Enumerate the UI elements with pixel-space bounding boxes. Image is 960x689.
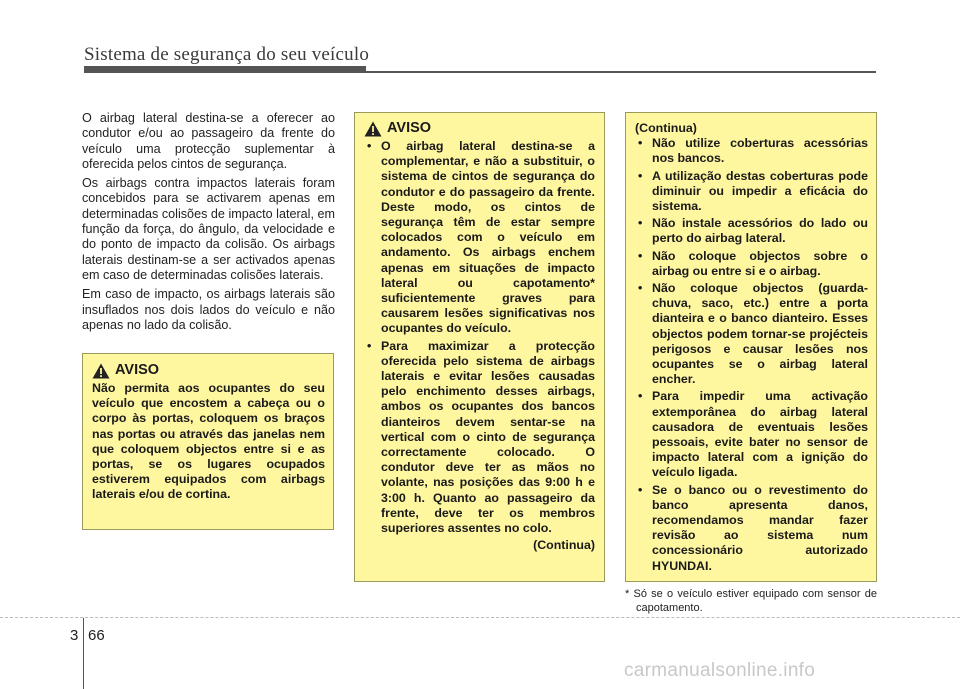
warning-text: Não permita aos ocupantes do seu veículo que encostem a cabeça ou o corpo às portas, coloquem os braços nas portas ou através das janelas nem que coloquem objectos entre si e as portas, se os lugares ocupados estiverem equipados com airbags laterais e/ou de cortina. [92, 381, 325, 502]
footnote: * Só se o veículo estiver equipado com sensor de capotamento. [625, 588, 877, 614]
list-item: • A utilização destas coberturas pode diminuir ou impedir a eficácia do sistema. [635, 169, 868, 215]
list-item: • Para impedir uma activação extemporânea do airbag lateral causadora de eventuais lesões pessoais, evite bater no sensor de impacto lateral com a ignição do veículo ligada. [635, 389, 868, 480]
warning-heading [92, 363, 325, 379]
list-item: • Não utilize coberturas acessórias nos bancos. [635, 136, 868, 166]
warning-triangle-icon [364, 121, 382, 137]
warning-triangle-icon [92, 363, 110, 379]
continued-label: (Continua) [635, 121, 697, 135]
list-item: • Não coloque objectos (guarda-chuva, saco, etc.) entre a porta dianteira e o banco dianteiro. Esses objectos podem tornar-se projécteis perigosos e causar lesões nos ocupantes se o airbag lateral encher. [635, 281, 868, 387]
continued-label: (Continua) [533, 538, 595, 553]
list-item: • Não instale acessórios do lado ou perto do airbag lateral. [635, 216, 868, 246]
section-number: 3 [70, 627, 79, 644]
paragraph-1: O airbag lateral destina-se a oferecer ao condutor e/ou ao passageiro da frente do veículo uma protecção suplementar à oferecida pelos cintos de segurança. [82, 111, 335, 171]
list-item: • Não coloque objectos sobre o airbag ou entre si e o airbag. [635, 249, 868, 279]
list-item: • Para maximizar a protecção oferecida pelo sistema de airbags laterais e evitar lesões causadas pelo enchimento desses airbags, ambos os ocupantes dos bancos dianteiros devem sentar-se na vertical com o cinto de segurança correctamente colocado. O condutor deve ter as mãos no volante, nas posições das 9:00 h e 3:00 h. Quanto ao passageiro da frente, deve ter os membros superiores assentes no colo. [364, 339, 595, 537]
warning-box-left [82, 353, 334, 530]
warning-heading [364, 121, 595, 137]
header-rule [84, 71, 876, 73]
footer-divider [0, 617, 960, 618]
list-item: • O airbag lateral destina-se a complementar, e não a substituir, o sistema de cintos de segurança do condutor e do passageiro da frente. Deste modo, os cintos de segurança têm de estar sempre colocados com o veículo em andamento. Os airbags enchem apenas em situações de impacto lateral ou capotamento* suficientemente graves para causarem lesões significativas nos ocupantes do veículo. [364, 139, 595, 337]
page-number: 66 [88, 627, 105, 644]
paragraph-2: Os airbags contra impactos laterais foram concebidos para se activarem apenas em determinadas colisões de impacto lateral, em função da força, do ângulo, da velocidade e do ponto de impacto da colisão. Os airbags laterais destinam-se a ser activados apenas em caso de determinadas colisões laterais. [82, 176, 335, 282]
warning-box-middle [354, 112, 605, 582]
warning-title: AVISO [387, 120, 432, 137]
watermark: carmanualsonline.info [624, 660, 816, 681]
body-text-column [82, 111, 335, 337]
warning-list [635, 136, 868, 574]
page-header-title: Sistema de segurança do seu veículo [84, 44, 370, 65]
paragraph-3: Em caso de impacto, os airbags laterais são insuflados nos dois lados do veículo e não apenas no lado da colisão. [82, 287, 335, 332]
list-item: • Se o banco ou o revestimento do banco apresenta danos, recomendamos mandar fazer revisão ao sistema num concessionário autorizado HYUNDAI. [635, 483, 868, 574]
page-number-divider [83, 618, 84, 689]
warning-box-right [625, 112, 877, 582]
warning-title: AVISO [115, 362, 160, 379]
warning-list [364, 139, 595, 536]
